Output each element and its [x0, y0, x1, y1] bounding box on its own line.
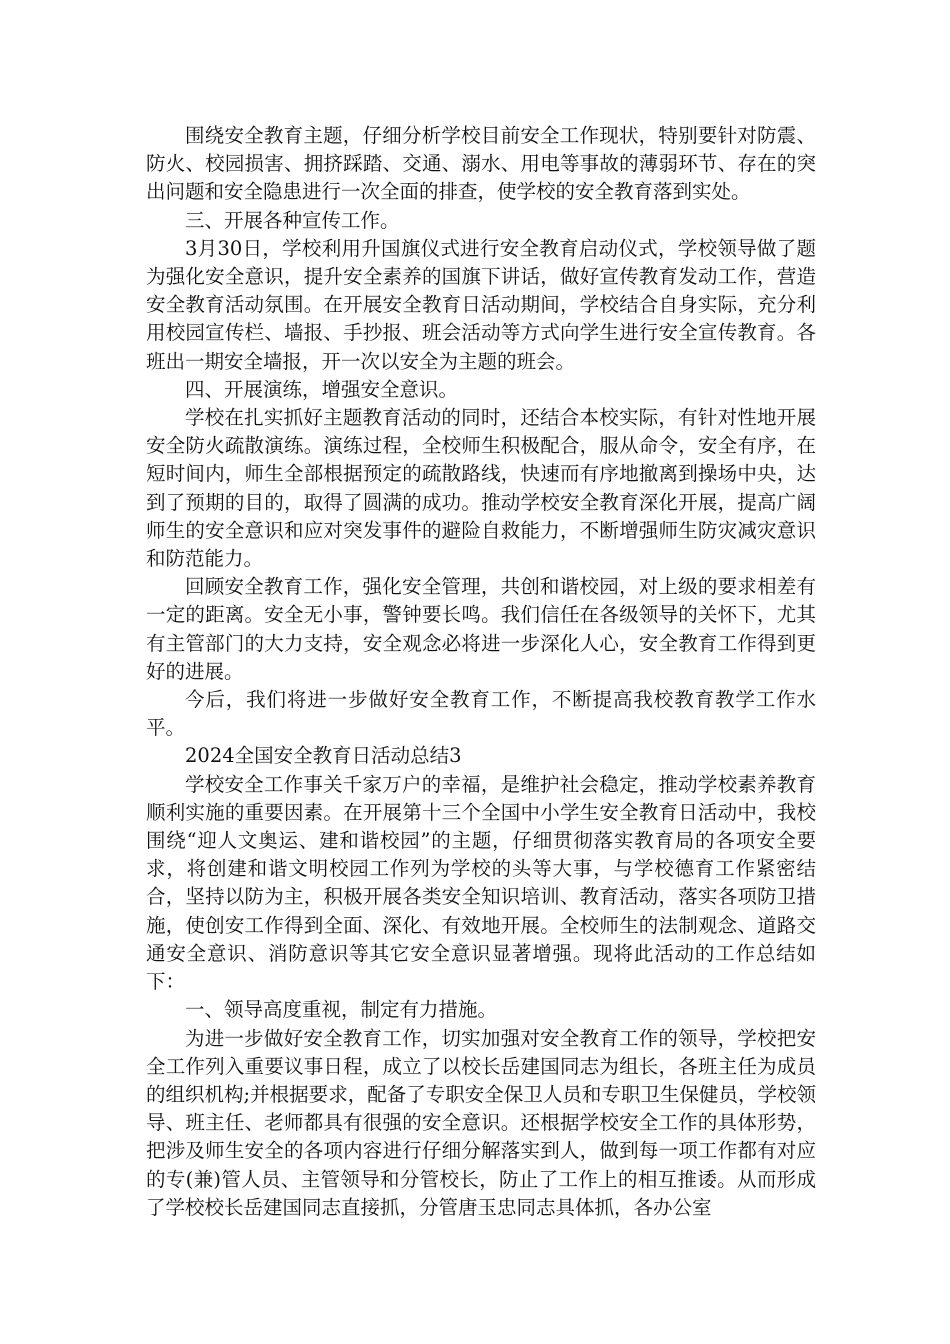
section-heading-leadership: 一、领导高度重视，制定有力措施。	[185, 998, 498, 1022]
paragraph-review: 回顾安全教育工作，强化安全管理，共创和谐校园，对上级的要求相差有一定的距离。安全无小事，警钟要长鸣。我们信任在各级领导的关怀下，尤其有主管部门的大力支持，安全观念必将进一步深化人心，安全教育工作得到更好的进展。	[146, 575, 816, 683]
section-heading-drill: 四、开展演练，增强安全意识。	[185, 377, 459, 401]
paragraph-drill: 学校在扎实抓好主题教育活动的同时，还结合本校实际，有针对性地开展安全防火疏散演练。演练过程，全校师生积极配合，服从命令，安全有序，在短时间内，师生全部根据预定的疏散路线，快速而有序地撤离到操场中央，达到了预期的目的，取得了圆满的成功。推动学校安全教育深化开展，提高广阔师生的安全意识和应对突发事件的避险自救能力，不断增强师生防灾减灾意识和防范能力。	[146, 406, 816, 571]
section-heading-publicity: 三、开展各种宣传工作。	[185, 208, 400, 232]
document-body	[146, 122, 816, 1222]
paragraph-investigation: 围绕安全教育主题，仔细分析学校目前安全工作现状，特别要针对防震、防火、校园损害、拥挤踩踏、交通、溺水、用电等事故的薄弱环节、存在的突出问题和安全隐患进行一次全面的排查，使学校的安全教育落到实处。	[146, 124, 816, 204]
paragraph-future: 今后，我们将进一步做好安全教育工作，不断提高我校教育教学工作水平。	[146, 688, 816, 740]
paragraph-publicity: 3月30日，学校利用升国旗仪式进行安全教育启动仪式，学校领导做了题为强化安全意识，提升安全素养的国旗下讲话，做好宣传教育发动工作，营造安全教育活动氛围。在开展安全教育日活动期间，学校结合自身实际，充分利用校园宣传栏、墙报、手抄报、班会活动等方式向学生进行安全宣传教育。各班出一期安全墙报，开一次以安全为主题的班会。	[146, 236, 816, 373]
paragraph-leadership: 为进一步做好安全教育工作，切实加强对安全教育工作的领导，学校把安全工作列入重要议事日程，成立了以校长岳建国同志为组长，各班主任为成员的组织机构;并根据要求，配备了专职安全保卫人员和专职卫生保健员，学校领导、班主任、老师都具有很强的安全意识。还根据学校安全工作的具体形势，把涉及师生安全的各项内容进行仔细分解落实到人，做到每一项工作都有对应的专(兼)管人员、主管领导和分管校长，防止了工作上的相互推诿。从而形成了学校校长岳建国同志直接抓，分管唐玉忠同志具体抓，各办公室	[146, 1026, 816, 1219]
paragraph-summary-intro: 学校安全工作事关千家万户的幸福，是维护社会稳定，推动学校素养教育顺利实施的重要因素。在开展第十三个全国中小学生安全教育日活动中，我校围绕“迎人文奥运、建和谐校园”的主题，仔细贯彻落实教育局的各项安全要求，将创建和谐文明校园工作列为学校的头等大事，与学校德育工作紧密结合，坚持以防为主，积极开展各类安全知识培训、教育活动，落实各项防卫措施，使创安工作得到全面、深化、有效地开展。全校师生的法制观念、道路交通安全意识、消防意识等其它安全意识显著增强。现将此活动的工作总结如下：	[146, 772, 816, 994]
summary-title: 2024全国安全教育日活动总结3	[185, 744, 462, 768]
